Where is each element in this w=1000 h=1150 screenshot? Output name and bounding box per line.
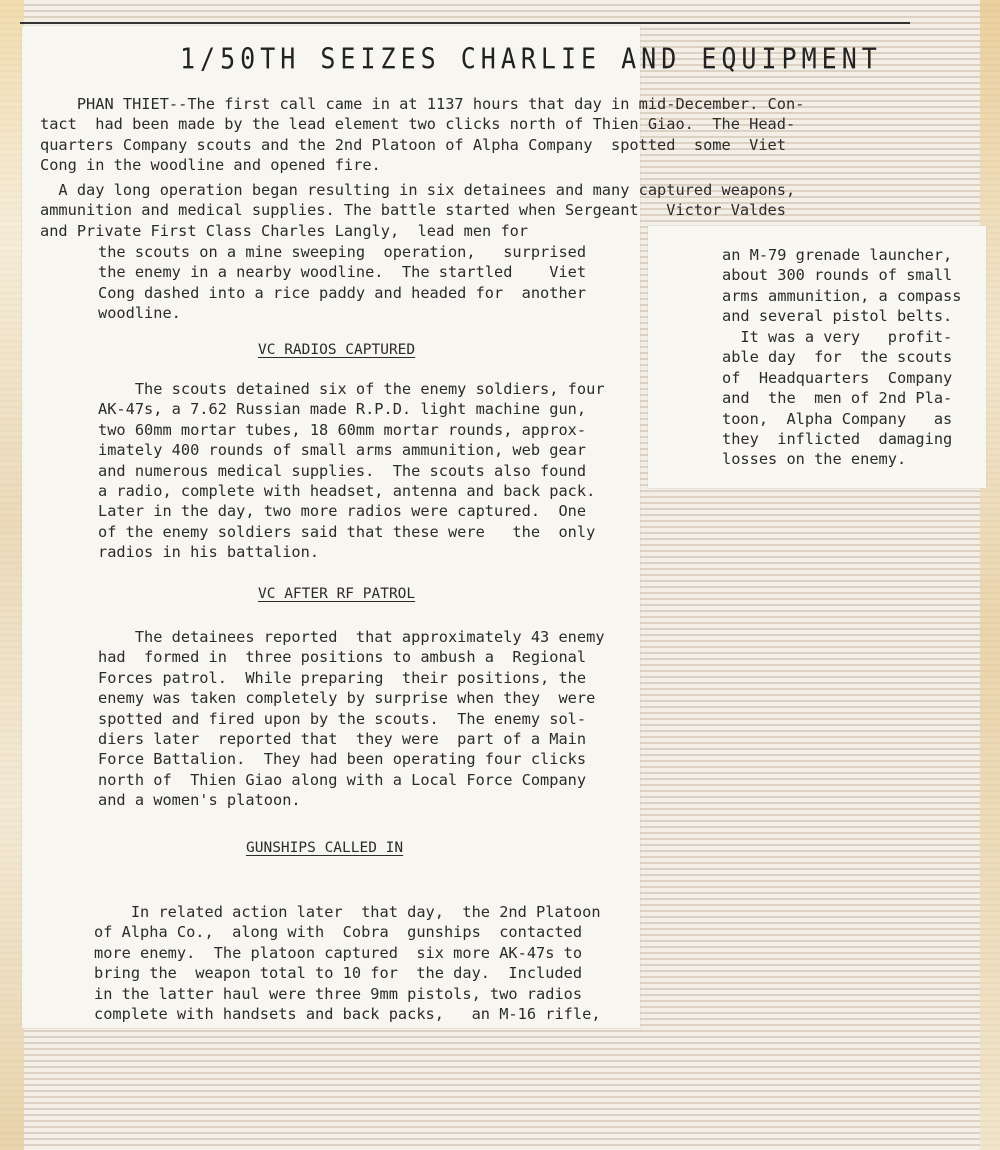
left-edge-stain (0, 0, 24, 1150)
paragraph-lead: PHAN THIET--The first call came in at 1137 hours that day in mid-December. Con- tact had been made by the lead element two clicks north of Thien Giao. The Head- quarters Company scouts and the 2nd Platoon of Alpha Company spotted some Viet Cong in the woodline and opened fire. (40, 95, 805, 175)
paragraph-gunships: In related action later that day, the 2nd Platoon of Alpha Co., along with Cobra gunships contacted more enemy. The platoon captured six more AK-47s to bring the weapon total to 10 for the day. Included in the latter haul were three 9mm pistols, two radios complete with handsets and back packs, an M-16 rifle, (94, 903, 601, 1024)
paragraph-operation-cont: the scouts on a mine sweeping operation, surprised the enemy in a nearby woodline. The startled Viet Cong dashed into a rice paddy and headed for another woodline. (98, 243, 587, 323)
subhead-gunships: GUNSHIPS CALLED IN (246, 840, 404, 856)
side-paragraph-conclusion: It was a very profit- able day for the scouts of Headquarters Company and the men of 2nd Pla- toon, Alpha Company as they inflicted damaging losses on the enemy. (722, 328, 953, 469)
subhead-radios: VC RADIOS CAPTURED (258, 342, 416, 358)
subhead-rf-patrol: VC AFTER RF PATROL (258, 586, 416, 602)
side-paragraph-weapons: an M-79 grenade launcher, about 300 rounds of small arms ammunition, a compass and several pistol belts. (722, 246, 962, 326)
right-edge-stain (980, 0, 1000, 1150)
article-headline: 1/50TH SEIZES CHARLIE AND EQUIPMENT (180, 41, 882, 76)
top-rule (20, 22, 910, 24)
paragraph-rf-patrol: The detainees reported that approximately 43 enemy had formed in three positions to ambush a Regional Forces patrol. While preparing their positions, the enemy was taken completely by surprise when they were spotted and fired upon by the scouts. The enemy sol- diers later reported that they were part of a Main Force Battalion. They had been operating four clicks north of Thien Giao along with a Local Force Company and a women's platoon. (98, 628, 605, 810)
paragraph-operation: A day long operation began resulting in six detainees and many captured weapons, ammunition and medical supplies. The battle started when Sergeant Victor Valdes and Private First Class Charles Langly, lead men for (40, 181, 796, 240)
paragraph-radios: The scouts detained six of the enemy soldiers, four AK-47s, a 7.62 Russian made R.P.D. light machine gun, two 60mm mortar tubes, 18 60mm mortar rounds, approx- imately 400 rounds of small arms ammunition, web gear and numerous medical supplies. The scouts also found a radio, complete with headset, antenna and back pack. Later in the day, two more radios were captured. One of the enemy soldiers said that these were the only radios in his battalion. (98, 380, 605, 562)
